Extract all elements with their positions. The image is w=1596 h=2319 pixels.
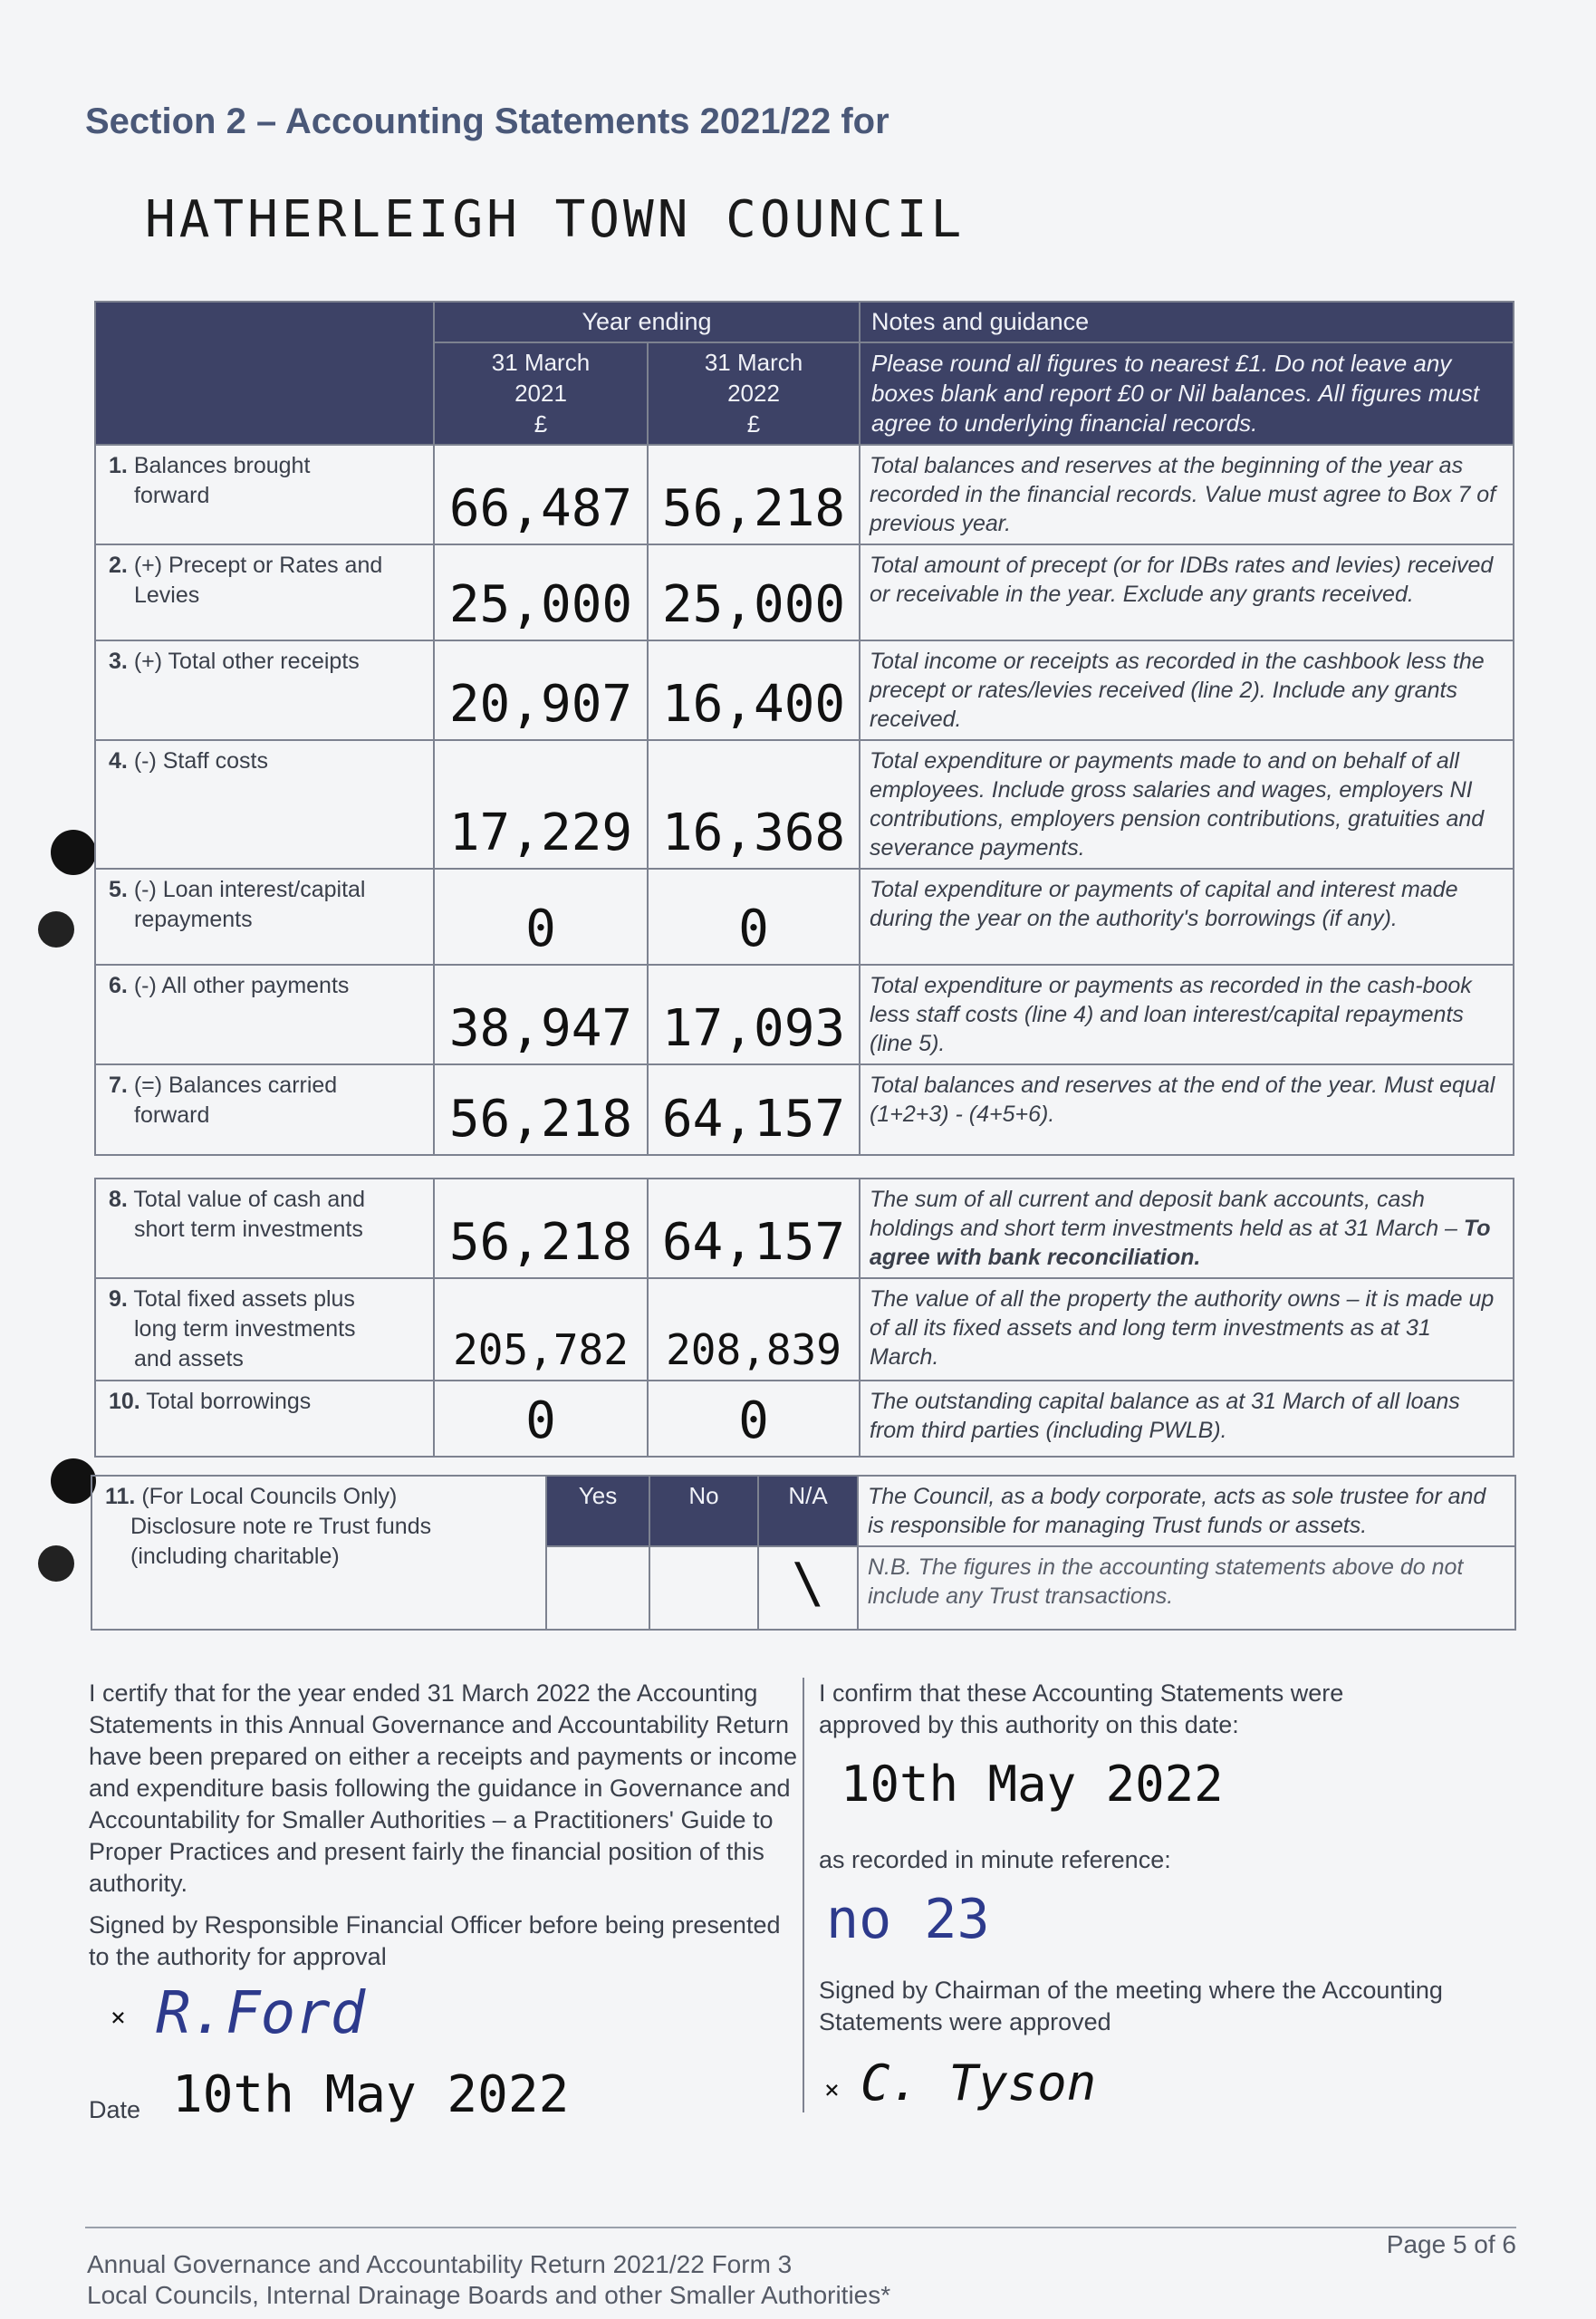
punch-hole-1 xyxy=(51,830,96,875)
statement-row xyxy=(95,445,1514,544)
row-label: 1. Balances brought forward xyxy=(95,445,434,544)
value-2021[interactable]: 56,218 xyxy=(434,1064,648,1155)
value-2022[interactable]: 208,839 xyxy=(648,1278,860,1381)
chair-signature: C. Tyson xyxy=(860,2054,1097,2112)
rfo-signature-mark: × xyxy=(111,2002,126,2032)
minute-value: no 23 xyxy=(826,1888,990,1951)
rfo-date-value: 10th May 2022 xyxy=(172,2065,570,2124)
asset-row xyxy=(95,1179,1514,1278)
section-title: Section 2 – Accounting Statements 2021/22 for xyxy=(85,101,889,141)
value-2022[interactable]: 0 xyxy=(648,1381,860,1457)
accounting-statements-table xyxy=(94,301,1514,1156)
trust-no-header: No xyxy=(649,1476,758,1546)
value-2022[interactable]: 64,157 xyxy=(648,1064,860,1155)
value-2022[interactable]: 16,400 xyxy=(648,640,860,740)
notes-header: Notes and guidance xyxy=(860,302,1514,342)
trust-no-box[interactable] xyxy=(649,1546,758,1630)
value-2021[interactable]: 17,229 xyxy=(434,740,648,869)
row-label: 6. (-) All other payments xyxy=(95,965,434,1064)
col-2022-header: 31 March 2022 £ xyxy=(648,342,860,445)
row-note: Total expenditure or payments made to and on behalf of all employees. Include gross salaries and wages, employers NI contributions, employers pension contributions, gratuities and severance payments. xyxy=(860,740,1514,869)
row-label: 2. (+) Precept or Rates and Levies xyxy=(95,544,434,640)
row-label: 3. (+) Total other receipts xyxy=(95,640,434,740)
row-note: Total balances and reserves at the beginning of the year as recorded in the financial records. Value must agree to Box 7 of previous year. xyxy=(860,445,1514,544)
value-2022[interactable]: 56,218 xyxy=(648,445,860,544)
approval-date: 10th May 2022 xyxy=(841,1756,1224,1813)
minute-label: as recorded in minute reference: xyxy=(819,1846,1171,1873)
footer-rule xyxy=(85,2227,1516,2228)
council-name: HATHERLEIGH TOWN COUNCIL xyxy=(145,190,966,249)
cert-divider xyxy=(803,1678,804,2112)
row-note: Total expenditure or payments of capital and interest made during the year on the authority's borrowings (if any). xyxy=(860,869,1514,965)
rfo-date-label: Date xyxy=(89,2096,141,2123)
value-2021[interactable]: 25,000 xyxy=(434,544,648,640)
notes-guidance-text: Please round all figures to nearest £1. Do not leave any boxes blank and report £0 or Nil balances. All figures must agree to underlying financial records. xyxy=(860,342,1514,445)
year-ending-header: Year ending xyxy=(434,302,860,342)
statement-row xyxy=(95,1064,1514,1155)
assets-table xyxy=(94,1178,1514,1458)
row-label: 7. (=) Balances carried forward xyxy=(95,1064,434,1155)
footer-line-2: Local Councils, Internal Drainage Boards and other Smaller Authorities* xyxy=(87,2281,891,2309)
col-2021-header: 31 March 2021 £ xyxy=(434,342,648,445)
header-blank xyxy=(95,302,434,445)
value-2021[interactable]: 66,487 xyxy=(434,445,648,544)
trust-na-box[interactable]: \ xyxy=(758,1546,858,1630)
value-2022[interactable]: 16,368 xyxy=(648,740,860,869)
statement-row xyxy=(95,544,1514,640)
value-2021[interactable]: 20,907 xyxy=(434,640,648,740)
punch-hole-3 xyxy=(51,1458,96,1504)
statement-row xyxy=(95,740,1514,869)
punch-hole-2 xyxy=(38,911,74,948)
statement-row xyxy=(95,869,1514,965)
row-label: 9. Total fixed assets plus long term investments and assets xyxy=(95,1278,434,1381)
statement-row xyxy=(95,640,1514,740)
trust-note-2: N.B. The figures in the accounting statements above do not include any Trust transactions. xyxy=(858,1546,1515,1630)
statement-row xyxy=(95,965,1514,1064)
value-2022[interactable]: 64,157 xyxy=(648,1179,860,1278)
value-2022[interactable]: 0 xyxy=(648,869,860,965)
row-note: The value of all the property the authority owns – it is made up of all its fixed assets and long term investments as at 31 March. xyxy=(860,1278,1514,1381)
value-2021[interactable]: 56,218 xyxy=(434,1179,648,1278)
value-2022[interactable]: 17,093 xyxy=(648,965,860,1064)
row-note: Total expenditure or payments as recorded in the cash-book less staff costs (line 4) and loan interest/capital repayments (line 5). xyxy=(860,965,1514,1064)
page-number: Page 5 of 6 xyxy=(1386,2230,1516,2258)
punch-hole-4 xyxy=(38,1545,74,1582)
value-2021[interactable]: 0 xyxy=(434,1381,648,1457)
rfo-signature: R.Ford xyxy=(156,1980,366,2047)
row-note: Total balances and reserves at the end of the year. Must equal (1+2+3) - (4+5+6). xyxy=(860,1064,1514,1155)
trust-note-1: The Council, as a body corporate, acts as sole trustee for and is responsible for managing Trust funds or assets. xyxy=(858,1476,1515,1546)
footer-line-1: Annual Governance and Accountability Return 2021/22 Form 3 xyxy=(87,2250,793,2278)
row-note: Total income or receipts as recorded in the cashbook less the precept or rates/levies received (line 2). Include any grants received. xyxy=(860,640,1514,740)
row-label: 4. (-) Staff costs xyxy=(95,740,434,869)
row-label: 10. Total borrowings xyxy=(95,1381,434,1457)
rfo-certification: I certify that for the year ended 31 March 2022 the Accounting Statements in this Annual Governance and Accountability Return have been prepared on either a receipts and payments or income and expenditure basis following the guidance in Governance and Accountability for Smaller Authorities – a Practitioners' Guide to Proper Practices and present fairly the financial position of this authority. xyxy=(89,1679,797,1897)
trust-label: 11. (For Local Councils Only) Disclosure note re Trust funds (including charitable) xyxy=(91,1476,546,1630)
value-2022[interactable]: 25,000 xyxy=(648,544,860,640)
row-label: 8. Total value of cash and short term investments xyxy=(95,1179,434,1278)
value-2021[interactable]: 0 xyxy=(434,869,648,965)
trust-na-header: N/A xyxy=(758,1476,858,1546)
row-note: Total amount of precept (or for IDBs rates and levies) received or receivable in the year. Exclude any grants received. xyxy=(860,544,1514,640)
row-label: 5. (-) Loan interest/capital repayments xyxy=(95,869,434,965)
value-2021[interactable]: 38,947 xyxy=(434,965,648,1064)
value-2021[interactable]: 205,782 xyxy=(434,1278,648,1381)
row-note: The outstanding capital balance as at 31 March of all loans from third parties (including PWLB). xyxy=(860,1381,1514,1457)
approval-text: I confirm that these Accounting Statements were approved by this authority on this date: xyxy=(819,1679,1344,1738)
asset-row xyxy=(95,1381,1514,1457)
trust-table xyxy=(91,1475,1516,1631)
trust-yes-box[interactable] xyxy=(546,1546,649,1630)
trust-yes-header: Yes xyxy=(546,1476,649,1546)
row-note: The sum of all current and deposit bank accounts, cash holdings and short term investments held as at 31 March – To agree with bank reconciliation. xyxy=(860,1179,1514,1278)
rfo-signed-text: Signed by Responsible Financial Officer before being presented to the authority for approval xyxy=(89,1911,781,1970)
chair-signed-text: Signed by Chairman of the meeting where the Accounting Statements were approved xyxy=(819,1977,1443,2035)
asset-row xyxy=(95,1278,1514,1381)
chair-signature-mark: × xyxy=(824,2074,840,2104)
